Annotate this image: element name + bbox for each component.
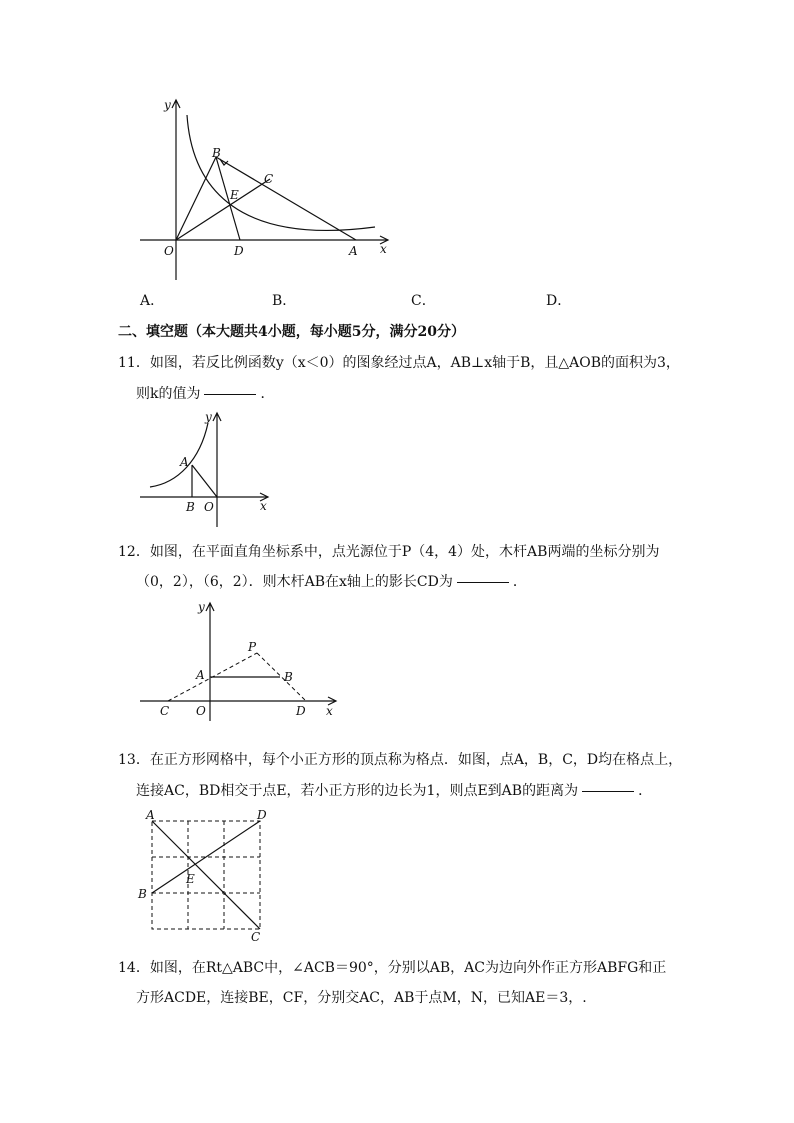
option-a: A． <box>140 293 165 309</box>
q13-line2-end: ． <box>638 783 653 799</box>
q12-answer-blank[interactable] <box>457 582 509 583</box>
label-A: A <box>196 668 205 682</box>
label-A: A <box>180 455 189 469</box>
label-O: O <box>204 500 214 514</box>
q13-figure <box>135 805 275 945</box>
hyperbola-curve <box>150 423 208 487</box>
label-P: P <box>248 640 257 654</box>
label-B: B <box>284 670 293 684</box>
q14-line1: 14．如图，在Rt△ABC中，∠ACB＝90°，分别以AB，AC为边向外作正方形ABFG和正 <box>118 960 667 976</box>
label-y: y <box>205 410 212 424</box>
label-y: y <box>164 98 171 112</box>
q11-answer-blank[interactable] <box>204 394 256 395</box>
q13-line2 <box>136 780 652 800</box>
label-B: B <box>212 146 221 160</box>
label-x: x <box>260 499 267 513</box>
label-D: D <box>296 704 306 718</box>
q10-figure <box>130 95 400 285</box>
q11-line2-end: ． <box>260 386 275 402</box>
q13-answer-blank[interactable] <box>582 791 634 792</box>
label-C: C <box>251 930 261 944</box>
label-B: B <box>138 887 147 901</box>
label-A: A <box>349 244 358 258</box>
q11-line2 <box>136 383 274 403</box>
q12-line2 <box>136 571 527 591</box>
label-C: C <box>160 704 170 718</box>
label-E: E <box>230 188 239 202</box>
q13-line1: 13．在正方形网格中，每个小正方形的顶点称为格点．如图，点A，B，C，D均在格点上， <box>118 752 683 768</box>
section-title: 二、填空题（本大题共4小题，每小题5分，满分20分） <box>118 324 465 340</box>
q12-figure <box>130 595 350 725</box>
q13-line2-text: 连接AC，BD相交于点E，若小正方形的边长为1，则点E到AB的距离为 <box>136 783 579 799</box>
q12-line2-text: （0，2），（6，2）．则木杆AB在x轴上的影长CD为 <box>136 574 453 590</box>
option-c: C． <box>411 293 436 309</box>
label-A: A <box>146 808 155 822</box>
q11-figure <box>130 405 280 530</box>
label-y: y <box>198 600 205 614</box>
option-b: B． <box>272 293 297 309</box>
segment-AC <box>152 821 260 929</box>
q11-line1: 11．如图，若反比例函数y（x＜0）的图象经过点A，AB⊥x轴于B，且△AOB的面积为3， <box>118 355 680 371</box>
label-D: D <box>257 808 267 822</box>
label-D: D <box>234 244 244 258</box>
label-E: E <box>186 872 195 886</box>
segment-AO <box>192 465 217 497</box>
label-B: B <box>186 500 195 514</box>
q14-line2: 方形ACDE，连接BE，CF，分别交AC，AB于点M，N，已知AE＝3，. <box>136 990 587 1006</box>
hyperbola-curve <box>187 115 375 230</box>
q12-line1: 12．如图，在平面直角坐标系中，点光源位于P（4，4）处，木杆AB两端的坐标分别为 <box>118 544 660 560</box>
label-x: x <box>380 242 387 256</box>
q11-line2-text: 则k的值为 <box>136 386 201 402</box>
q12-line2-end: ． <box>512 574 527 590</box>
label-C: C <box>264 172 274 186</box>
label-O: O <box>164 244 174 258</box>
label-x: x <box>326 704 333 718</box>
option-d: D． <box>546 293 572 309</box>
label-O: O <box>196 704 206 718</box>
